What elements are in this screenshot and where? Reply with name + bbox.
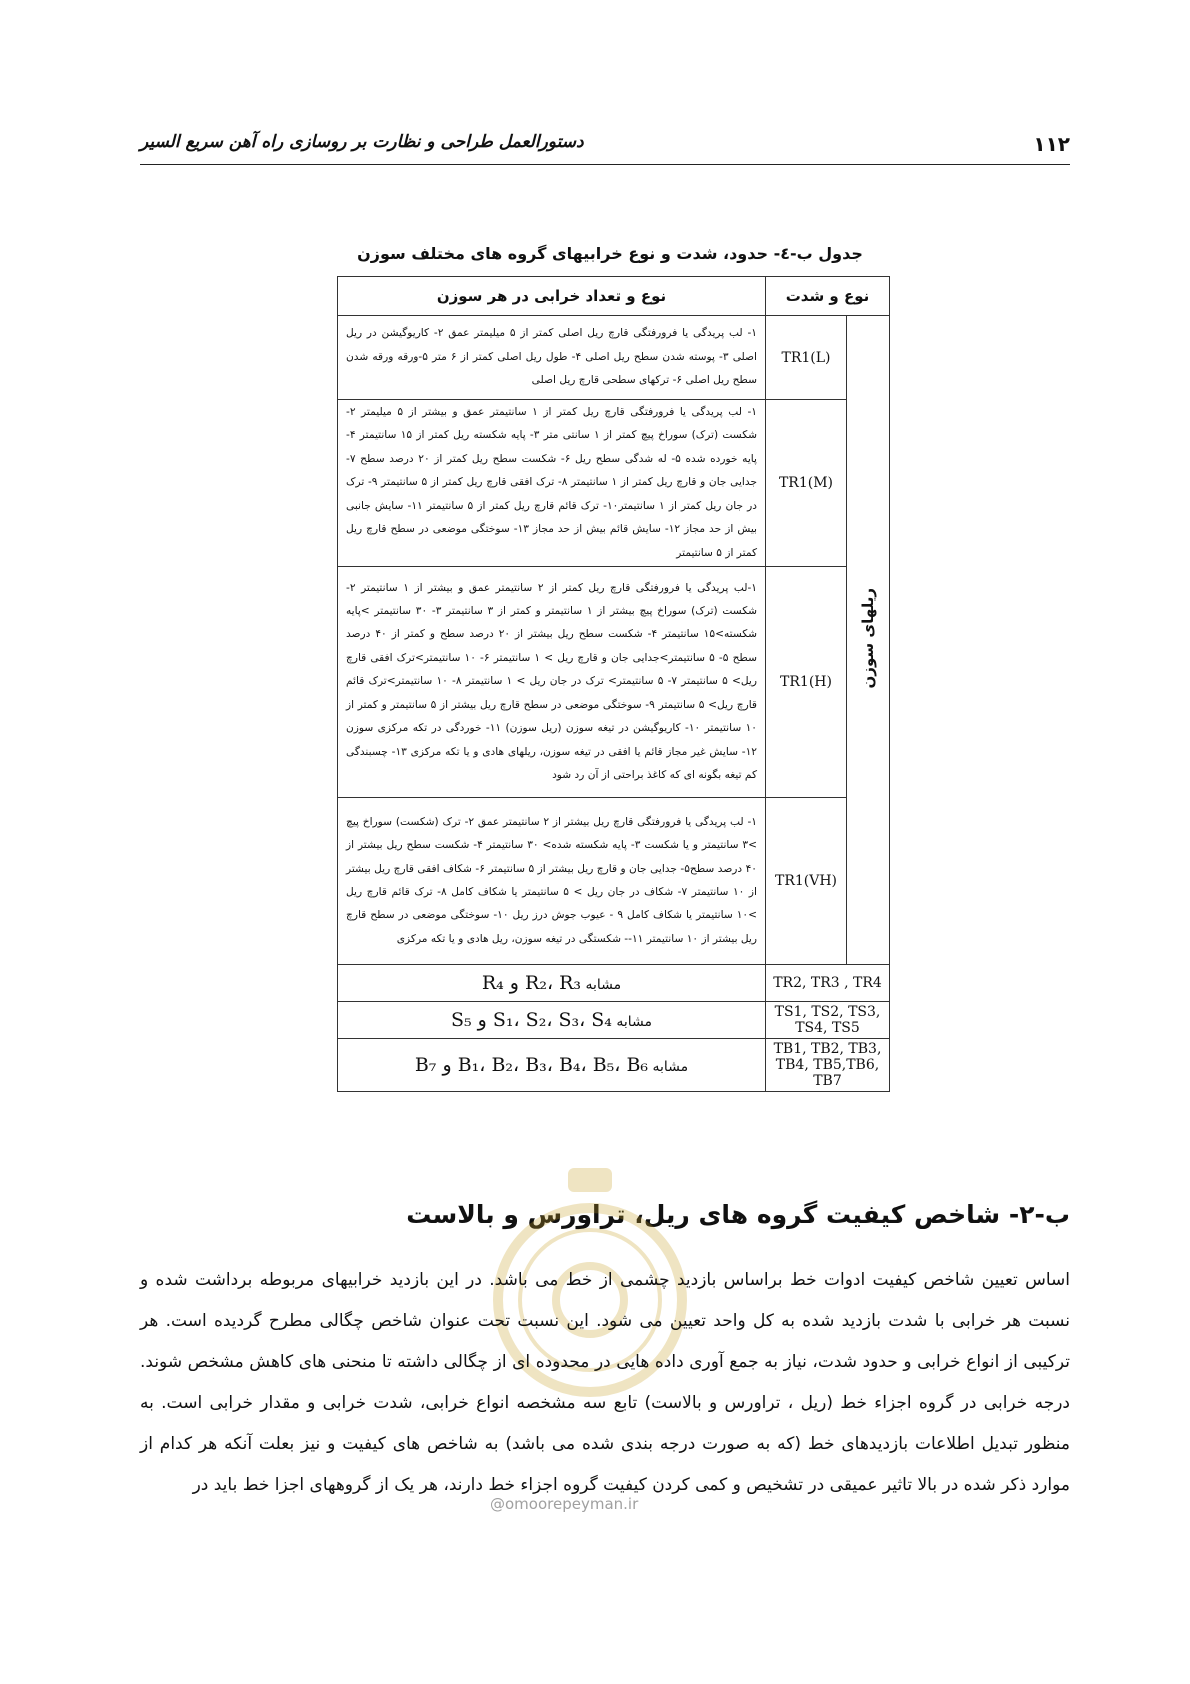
similar-symbols: R₂، R₃ و R₄: [481, 972, 582, 994]
section-paragraph: اساس تعیین شاخص کیفیت ادوات خط براساس بازدید چشمی از خط می باشد. در این بازدید خرابیهای مربوطه برداشت شده و نسبت هر خرابی با شدت بازدید شده به کل واحد تعیین می شود. این نسبت تحت عنوان شاخص چگالی مطرح گردیده است. هر ترکیبی از انواع خرابی و حدود شدت، نیاز به جمع آوری داده هایی در محدوده ای از چگالی داشته تا منحنی های کاهش مشخص شوند. درجه خرابی در گروه اجزاء خط (ریل ، تراورس و بالاست) تابع سه مشخصه انواع خرابی، شدت خرابی و مقدار خرابی است. به منظور تبدیل اطلاعات بازدیدهای خط (که به صورت درجه بندی شده می باشد) به شاخص های کیفیت و نیز بعلت آنکه هر کدام از موارد ذکر شده در بالا تاثیر عمیقی در تشخیص و کمی کردن کیفیت گروه اجزاء خط دارند، هر یک از گروههای اجزا خط باید در: [140, 1270, 1070, 1495]
row-description: ۱- لب پریدگی یا فرورفتگی قارچ ریل بیشتر از ۲ سانتیمتر عمق ۲- ترک (شکست) سوراخ پیچ >۳ سانتیمتر و یا شکست ۳- پایه شکسته شده> ۳۰ سانتیمتر ۴- شکست سطح ریل بیشتر از ۴۰ درصد سطح۵- جدایی جان و قارچ ریل بیشتر از ۵ سانتیمتر ۶- شکاف افقی قارچ ریل بیشتر از ۱۰ سانتیمتر ۷- شکاف در جان ریل > ۵ سانتیمتر یا شکاف کامل ۸- ترک قائم قارچ ریل >۱۰ سانتیمتر یا شکاف کامل ۹ - عیوب جوش درز ریل ۱۰- سوختگی موضعی در سطح قارچ ریل بیشتر از ۱۰ سانتیمتر ۱۱-- شکستگی در تیغه سوزن، ریل هادی و یا تکه مرکزی: [338, 798, 766, 965]
row-code: TB1, TB2, TB3, TB4, TB5,TB6, TB7: [766, 1039, 890, 1092]
row-code: TR2, TR3 , TR4: [766, 965, 890, 1002]
page-header: [140, 128, 1070, 165]
page-number: ۱۱۲: [1033, 132, 1070, 156]
header-description: نوع و تعداد خرابی در هر سوزن: [338, 277, 766, 316]
row-description: ۱-لب پریدگی یا فرورفتگی قارچ ریل کمتر از ۲ سانتیمتر عمق و بیشتر از ۱ سانتیمتر ۲- شکست (ترک) سوراخ پیچ بیشتر از ۱ سانتیمتر و کمتر از ۳ سانتیمتر ۳- ۳۰ سانتیمتر >پایه شکسته>۱۵ سانتیمتر ۴- شکست سطح ریل بیشتر از ۲۰ درصد سطح و کمتر از ۴۰ درصد سطح ۵- ۵ سانتیمتر>جدایی جان و قارچ ریل > ۱ سانتیمتر ۶- ۱۰ سانتیمتر>ترک افقی قارچ ریل> ۵ سانتیمتر ۷- ۵ سانتیمتر> ترک در جان ریل > ۱ سانتیمتر ۸- ۱۰ سانتیمتر>ترک قائم قارچ ریل> ۵ سانتیمتر ۹- سوختگی موضعی در سطح قارچ ریل بیشتر از ۵ سانتیمتر و کمتر از ۱۰ سانتیمتر ۱۰- کاریوگیشن در تیغه سوزن (ریل سوزن) ۱۱- خوردگی در تکه مرکزی سوزن ۱۲- سایش غیر مجاز قائم یا افقی در تیغه سوزن، ریلهای هادی و یا تکه مرکزی ۱۳- چسبندگی کم تیغه بگونه ای که کاغذ براحتی از آن رد شود: [338, 567, 766, 798]
table-row: [338, 316, 890, 400]
table-caption: جدول ب-٤- حدود، شدت و نوع خرابیهای گروه های مختلف سوزن: [357, 244, 863, 263]
table-header-row: [338, 277, 890, 316]
row-similar: [338, 1002, 766, 1039]
similar-prefix: مشابه: [652, 1059, 689, 1075]
row-description: ۱- لب پریدگی یا فرورفتگی قارچ ریل اصلی کمتر از ۵ میلیمتر عمق ۲- کاریوگیشن در ریل اصلی ۳- پوسته شدن سطح ریل اصلی ۴- طول ریل اصلی کمتر از ۶ متر ۵-ورقه ورقه شدن سطح ریل اصلی ۶- ترکهای سطحی قارچ ریل اصلی: [338, 316, 766, 400]
table-row: [338, 798, 890, 965]
defects-table: [337, 276, 890, 1092]
table-row: [338, 965, 890, 1002]
row-code: TR1(M): [766, 400, 847, 567]
running-title: دستورالعمل طراحی و نظارت بر روسازی راه آهن سریع السیر: [140, 132, 584, 152]
section-heading: ب-۲- شاخص کیفیت گروه های ریل، تراورس و بالاست: [406, 1200, 1070, 1229]
row-code: TS1, TS2, TS3, TS4, TS5: [766, 1002, 890, 1039]
row-code: TR1(L): [766, 316, 847, 400]
table-row: [338, 1002, 890, 1039]
similar-symbols: B₁، B₂، B₃، B₄، B₅، B₆ و B₇: [414, 1054, 649, 1076]
group-label: ریلهای سوزن: [859, 587, 877, 689]
row-similar: [338, 965, 766, 1002]
similar-prefix: مشابه: [585, 977, 622, 993]
row-code: TR1(H): [766, 567, 847, 798]
table-row: [338, 1039, 890, 1092]
row-code: TR1(VH): [766, 798, 847, 965]
row-similar: [338, 1039, 766, 1092]
header-type-severity: نوع و شدت: [766, 277, 890, 316]
similar-prefix: مشابه: [616, 1014, 653, 1030]
watermark: @omoorepeyman.ir: [490, 1495, 639, 1513]
group-cell: [847, 316, 890, 965]
similar-symbols: S₁، S₂، S₃، S₄ و S₅: [450, 1009, 612, 1031]
table-row: [338, 567, 890, 798]
row-description: ۱- لب پریدگی یا فرورفتگی قارچ ریل کمتر از ۱ سانتیمتر عمق و بیشتر از ۵ میلیمتر ۲- شکست (ترک) سوراخ پیچ کمتر از ۱ سانتی متر ۳- پایه شکسته ریل کمتر از ۱۵ سانتیمتر ۴- پایه خورده شده ۵- له شدگی سطح ریل ۶- شکست سطح ریل کمتر از ۲۰ درصد سطح ۷- جدایی جان و قارچ ریل کمتر از ۱ سانتیمتر ۸- ترک افقی قارچ ریل کمتر از ۵ سانتیمتر ۹- ترک در جان ریل کمتر از ۱ سانتیمتر۱۰- ترک قائم قارچ ریل کمتر از ۵ سانتیمتر ۱۱- سایش جانبی بیش از حد مجاز ۱۲- سایش قائم بیش از حد مجاز ۱۳- سوختگی موضعی در سطح قارچ ریل کمتر از ۵ سانتیمتر: [338, 400, 766, 567]
table-row: [338, 400, 890, 567]
